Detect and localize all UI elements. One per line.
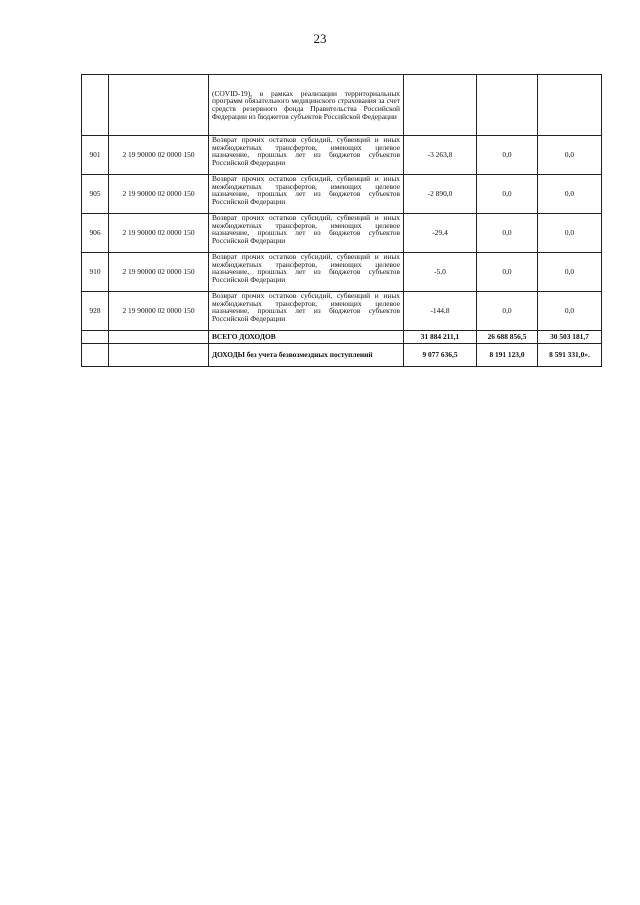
value-year1-cell: -5,0 xyxy=(404,253,477,292)
total-year2-value: 26 688 856,5 xyxy=(477,331,538,344)
budget-code-cell xyxy=(109,344,209,367)
table-row xyxy=(82,136,602,175)
value-year3-cell xyxy=(538,75,602,136)
revenue-name-cell: Возврат прочих остатков субсидий, субвенций и иных межбюджетных трансфертов, имеющих целевое назначение, прошлых лет из бюджетов субъектов Российской Федерации xyxy=(209,175,404,214)
value-year2-cell: 0,0 xyxy=(477,292,538,331)
value-year2-cell xyxy=(477,75,538,136)
admin-code-cell: 906 xyxy=(82,214,109,253)
own-revenue-year1-value: 9 077 636,5 xyxy=(404,344,477,367)
revenue-name-cell: (COVID-19), в рамках реализации территориальных программ обязательного медицинского страхования за счет средств резервного фонда Правительства Российской Федерации из бюджетов субъектов Российской Федерации xyxy=(209,75,404,136)
table-row xyxy=(82,175,602,214)
admin-code-cell: 901 xyxy=(82,136,109,175)
revenue-name-cell: Возврат прочих остатков субсидий, субвенций и иных межбюджетных трансфертов, имеющих целевое назначение, прошлых лет из бюджетов субъектов Российской Федерации xyxy=(209,253,404,292)
table-row xyxy=(82,292,602,331)
value-year1-cell: -29,4 xyxy=(404,214,477,253)
value-year3-cell: 0,0 xyxy=(538,175,602,214)
own-revenue-year3-value: 8 591 331,0». xyxy=(538,344,602,367)
total-year1-value: 31 884 211,1 xyxy=(404,331,477,344)
table-row xyxy=(82,214,602,253)
table-row xyxy=(82,253,602,292)
table-row-continuation xyxy=(82,75,602,136)
value-year3-cell: 0,0 xyxy=(538,253,602,292)
table-row-total xyxy=(82,331,602,344)
table-row-own-revenue xyxy=(82,344,602,367)
value-year3-cell: 0,0 xyxy=(538,292,602,331)
budget-code-cell xyxy=(109,75,209,136)
total-year3-value: 30 503 181,7 xyxy=(538,331,602,344)
budget-code-cell: 2 19 90000 02 0000 150 xyxy=(109,253,209,292)
revenue-name-cell: Возврат прочих остатков субсидий, субвенций и иных межбюджетных трансфертов, имеющих целевое назначение, прошлых лет из бюджетов субъектов Российской Федерации xyxy=(209,136,404,175)
revenue-name-cell: Возврат прочих остатков субсидий, субвенций и иных межбюджетных трансфертов, имеющих целевое назначение, прошлых лет из бюджетов субъектов Российской Федерации xyxy=(209,214,404,253)
value-year1-cell: -144,8 xyxy=(404,292,477,331)
value-year3-cell: 0,0 xyxy=(538,214,602,253)
revenue-table xyxy=(81,74,602,367)
value-year3-cell: 0,0 xyxy=(538,136,602,175)
budget-code-cell xyxy=(109,331,209,344)
admin-code-cell: 910 xyxy=(82,253,109,292)
budget-code-cell: 2 19 90000 02 0000 150 xyxy=(109,292,209,331)
value-year1-cell: -3 263,8 xyxy=(404,136,477,175)
total-revenue-label: ВСЕГО ДОХОДОВ xyxy=(209,331,404,344)
revenue-name-cell: Возврат прочих остатков субсидий, субвенций и иных межбюджетных трансфертов, имеющих целевое назначение, прошлых лет из бюджетов субъектов Российской Федерации xyxy=(209,292,404,331)
admin-code-cell: 905 xyxy=(82,175,109,214)
admin-code-cell xyxy=(82,331,109,344)
page-number: 23 xyxy=(313,31,327,46)
value-year2-cell: 0,0 xyxy=(477,136,538,175)
budget-code-cell: 2 19 90000 02 0000 150 xyxy=(109,136,209,175)
budget-code-cell: 2 19 90000 02 0000 150 xyxy=(109,214,209,253)
value-year1-cell: -2 890,0 xyxy=(404,175,477,214)
budget-code-cell: 2 19 90000 02 0000 150 xyxy=(109,175,209,214)
own-revenue-year2-value: 8 191 123,0 xyxy=(477,344,538,367)
admin-code-cell xyxy=(82,75,109,136)
admin-code-cell: 928 xyxy=(82,292,109,331)
value-year2-cell: 0,0 xyxy=(477,253,538,292)
value-year1-cell xyxy=(404,75,477,136)
value-year2-cell: 0,0 xyxy=(477,214,538,253)
own-revenue-label: ДОХОДЫ без учета безвозмездных поступлений xyxy=(209,344,404,367)
value-year2-cell: 0,0 xyxy=(477,175,538,214)
admin-code-cell xyxy=(82,344,109,367)
